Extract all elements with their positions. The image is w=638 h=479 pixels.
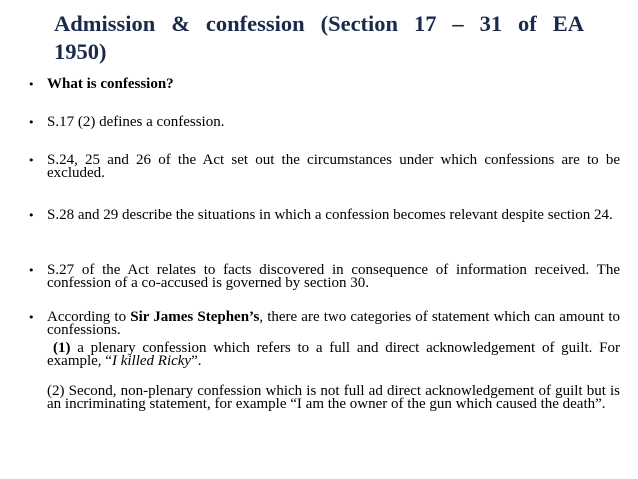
bullet-icon: • (28, 311, 35, 324)
sub-item-2: (2) Second, non-plenary confession which is not full ad direct acknowledgement of guilt but is an incriminating statement, for example “I am the owner of the gun which caused the death”. (47, 383, 620, 412)
sub-item-italic: I killed Ricky (111, 353, 192, 369)
bullet-text: S.27 of the Act relates to facts discovered in consequence of information received. The confession of a co-accused is governed by section 30. (47, 262, 620, 291)
bullet-text-bold: Sir James Stephen’s (130, 309, 260, 325)
sub-item-text-end: ”. (191, 353, 202, 369)
bullet-text (47, 311, 620, 337)
bullet-icon: • (28, 154, 35, 167)
bullet-text: S.24, 25 and 26 of the Act set out the circumstances under which confessions are to be excluded. (47, 152, 620, 181)
bullet-text: What is confession? (47, 76, 174, 92)
bullet-icon: • (28, 78, 35, 91)
bullet-text-prefix: According to (47, 309, 131, 325)
bullet-icon: • (28, 209, 35, 222)
sub-item-text: a plenary confession which refers to a full and direct acknowledgement of guilt. For example, “ (47, 340, 620, 369)
bullet-icon: • (28, 116, 35, 129)
bullet-text-suffix: , there are two categories of statement which can amount to confessions. (47, 309, 621, 338)
bullet-icon: • (28, 264, 35, 277)
sub-item-1 (47, 342, 620, 368)
bullet-text: S.17 (2) defines a confession. (47, 114, 225, 130)
slide-title: Admission & confession (Section 17 – 31 of EA 1950) (54, 11, 584, 64)
bullet-text: S.28 and 29 describe the situations in which a confession becomes relevant despite section 24. (47, 207, 613, 223)
sub-item-number: (1) (53, 340, 71, 356)
